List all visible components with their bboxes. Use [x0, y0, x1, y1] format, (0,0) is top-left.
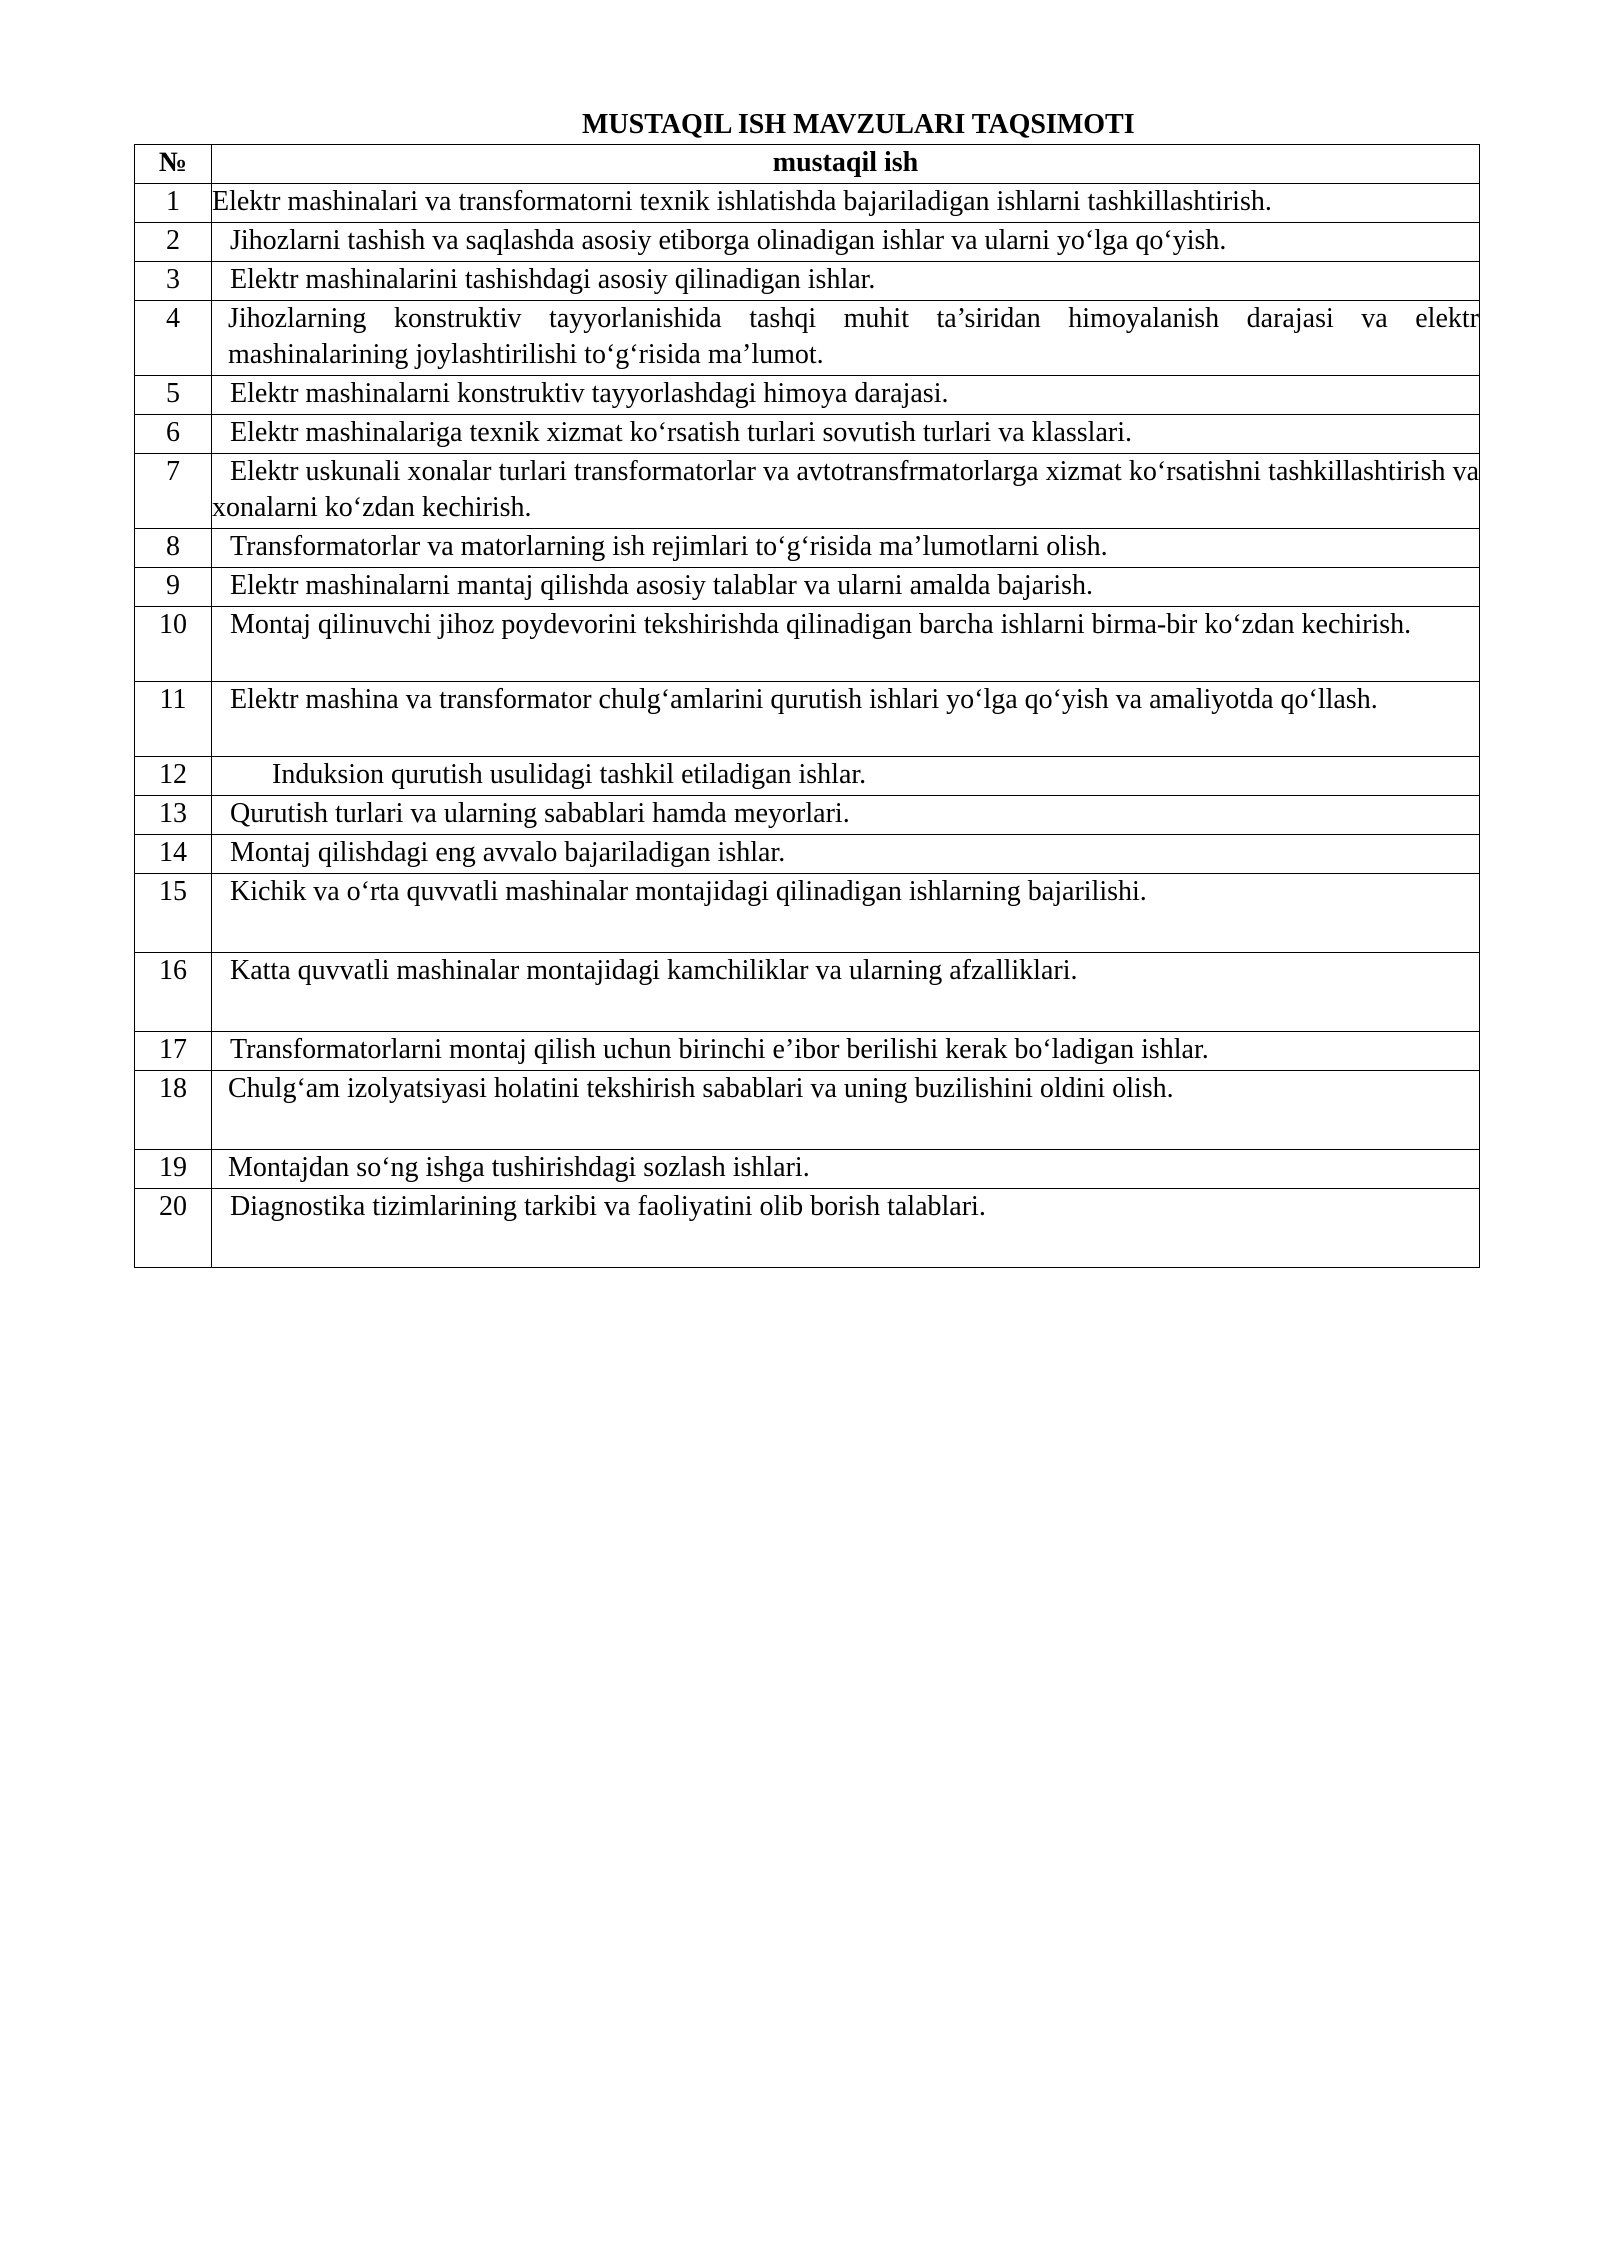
row-topic	[212, 796, 1480, 835]
row-topic	[212, 223, 1480, 262]
row-topic-text: Induksion qurutish usulidagi tashkil etiladigan ishlar.	[272, 759, 867, 790]
row-topic-text: Elektr mashinalarni konstruktiv tayyorlashdagi himoya darajasi.	[230, 378, 949, 409]
row-topic-text: Montaj qilishdagi eng avvalo bajariladigan ishlar.	[230, 837, 786, 868]
table-row	[135, 682, 1480, 757]
table-row	[135, 1032, 1480, 1071]
row-number: 17	[135, 1032, 212, 1071]
row-number: 11	[135, 682, 212, 757]
row-topic	[212, 607, 1480, 682]
row-topic-text: Elektr mashinalarni mantaj qilishda asosiy talablar va ularni amalda bajarish.	[230, 570, 1094, 601]
row-number: 18	[135, 1071, 212, 1150]
table-row	[135, 1189, 1480, 1268]
row-topic-text: Katta quvvatli mashinalar montajidagi kamchiliklar va ularning afzalliklari.	[230, 955, 1078, 986]
row-number: 16	[135, 953, 212, 1032]
table-row	[135, 1150, 1480, 1189]
row-topic-text: Elektr mashinalari va transformatorni texnik ishlatishda bajariladigan ishlarni tashkillashtirish.	[212, 186, 1272, 217]
row-topic	[212, 529, 1480, 568]
row-number: 8	[135, 529, 212, 568]
table-header-row	[135, 145, 1480, 184]
row-number: 2	[135, 223, 212, 262]
row-number: 7	[135, 454, 212, 529]
row-number: 20	[135, 1189, 212, 1268]
table-row	[135, 835, 1480, 874]
table-row	[135, 529, 1480, 568]
row-number: 12	[135, 757, 212, 796]
table-row	[135, 415, 1480, 454]
row-number: 13	[135, 796, 212, 835]
topics-table	[134, 144, 1480, 1268]
row-topic	[212, 262, 1480, 301]
row-topic-text: Qurutish turlari va ularning sabablari hamda meyorlari.	[230, 798, 850, 829]
table-row	[135, 376, 1480, 415]
row-topic-text: Elektr uskunali xonalar turlari transformatorlar va avtotransfrmatorlarga xizmat ko‘rsatishni tashkillashtirish va xonalarni ko‘zdan kechirish.	[212, 456, 1479, 523]
row-topic	[212, 757, 1480, 796]
number-column-header: №	[135, 145, 212, 184]
row-number: 6	[135, 415, 212, 454]
row-topic	[212, 835, 1480, 874]
table-row	[135, 1071, 1480, 1150]
row-topic-text: Kichik va o‘rta quvvatli mashinalar montajidagi qilinadigan ishlarning bajarilishi.	[230, 876, 1147, 907]
table-row	[135, 953, 1480, 1032]
row-topic	[212, 1150, 1480, 1189]
row-topic	[212, 1071, 1480, 1150]
row-topic-text: Elektr mashinalarini tashishdagi asosiy qilinadigan ishlar.	[230, 264, 876, 295]
row-topic-text: Elektr mashina va transformator chulg‘amlarini qurutish ishlari yo‘lga qo‘yish va amaliyotda qo‘llash.	[230, 684, 1378, 715]
row-topic	[212, 415, 1480, 454]
row-topic-text: Transformatorlar va matorlarning ish rejimlari to‘g‘risida ma’lumotlarni olish.	[230, 531, 1108, 562]
table-row	[135, 301, 1480, 376]
table-row	[135, 607, 1480, 682]
row-topic	[212, 1189, 1480, 1268]
page-title: MUSTAQIL ISH MAVZULARI TAQSIMOTI	[582, 109, 1135, 140]
row-topic-text: Jihozlarning konstruktiv tayyorlanishida tashqi muhit ta’siridan himoyalanish darajasi va elektr mashinalarining joylashtirilishi to‘g‘risida ma’lumot.	[228, 303, 1479, 370]
row-topic-text: Montaj qilinuvchi jihoz poydevorini tekshirishda qilinadigan barcha ishlarni birma-bir ko‘zdan kechirish.	[230, 609, 1412, 640]
row-topic	[212, 184, 1480, 223]
row-topic	[212, 953, 1480, 1032]
row-topic-text: Transformatorlarni montaj qilish uchun birinchi e’ibor berilishi kerak bo‘ladigan ishlar.	[230, 1034, 1209, 1065]
row-number: 4	[135, 301, 212, 376]
row-topic	[212, 874, 1480, 953]
row-number: 3	[135, 262, 212, 301]
row-topic	[212, 301, 1480, 376]
row-number: 14	[135, 835, 212, 874]
row-topic-text: Montajdan so‘ng ishga tushirishdagi sozlash ishlari.	[228, 1152, 810, 1183]
row-topic	[212, 454, 1480, 529]
row-topic	[212, 1032, 1480, 1071]
row-topic	[212, 682, 1480, 757]
row-number: 1	[135, 184, 212, 223]
row-topic	[212, 376, 1480, 415]
table-row	[135, 454, 1480, 529]
row-number: 15	[135, 874, 212, 953]
row-topic-text: Jihozlarni tashish va saqlashda asosiy etiborga olinadigan ishlar va ularni yo‘lga qo‘yish.	[230, 225, 1227, 256]
table-row	[135, 184, 1480, 223]
row-number: 19	[135, 1150, 212, 1189]
table-row	[135, 874, 1480, 953]
table-row	[135, 757, 1480, 796]
table-row	[135, 796, 1480, 835]
table-row	[135, 223, 1480, 262]
row-number: 9	[135, 568, 212, 607]
row-topic	[212, 568, 1480, 607]
row-number: 5	[135, 376, 212, 415]
table-row	[135, 262, 1480, 301]
topic-column-header: mustaqil ish	[212, 145, 1480, 184]
row-number: 10	[135, 607, 212, 682]
row-topic-text: Chulg‘am izolyatsiyasi holatini tekshirish sabablari va uning buzilishini oldini olish.	[228, 1073, 1174, 1104]
row-topic-text: Elektr mashinalariga texnik xizmat ko‘rsatish turlari sovutish turlari va klasslari.	[230, 417, 1132, 448]
table-row	[135, 568, 1480, 607]
row-topic-text: Diagnostika tizimlarining tarkibi va faoliyatini olib borish talablari.	[230, 1191, 986, 1222]
